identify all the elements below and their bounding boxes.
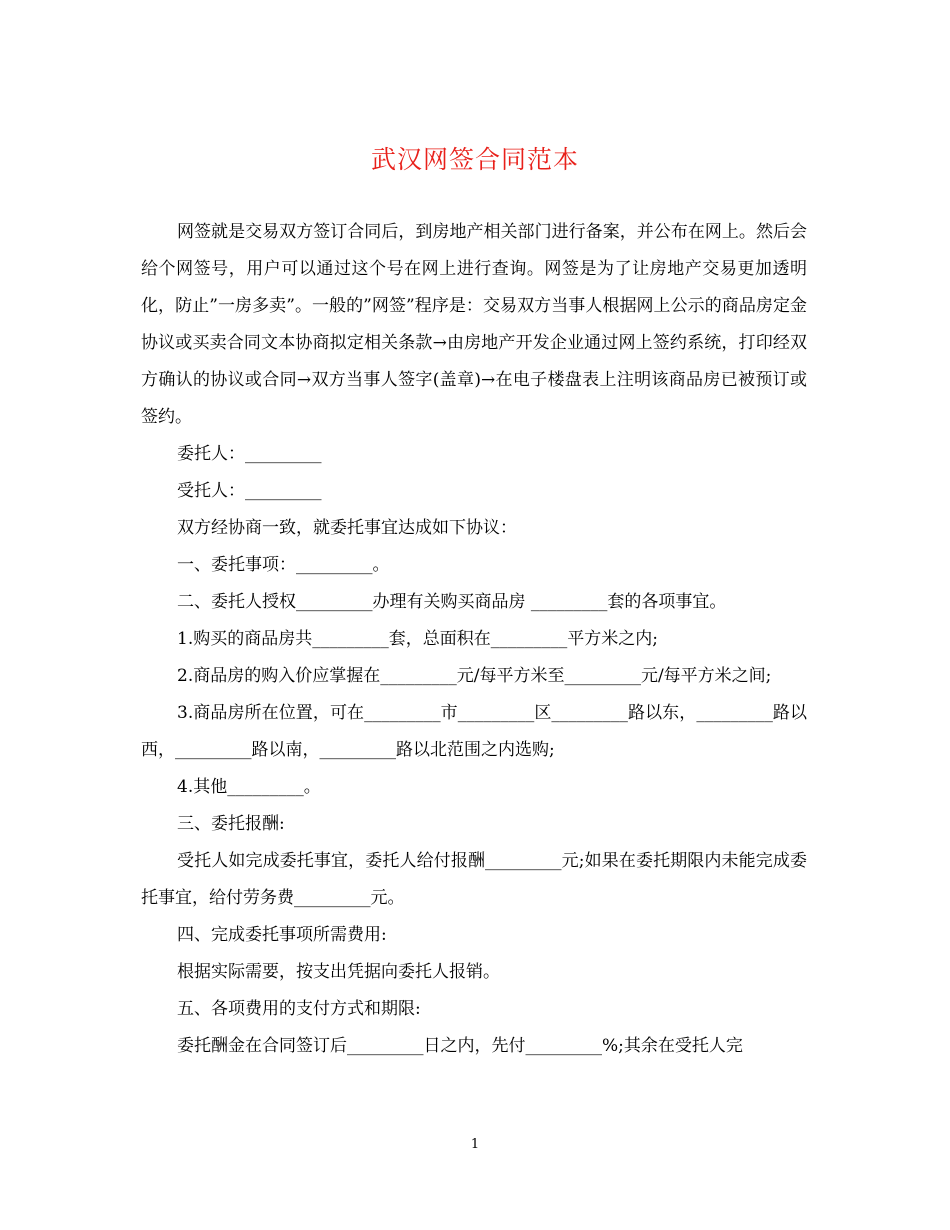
paragraph-item-2: 2.商品房的购入价应掌握在_________元/每平方米至_________元/每平方米之间; — [177, 666, 772, 686]
paragraph-agreement: 双方经协商一致，就委托事宜达成如下协议： — [177, 518, 517, 538]
paragraph-intro: 网签就是交易双方签订合同后，到房地产相关部门进行备案，并公布在网上。然后会给个网签号，用户可以通过这个号在网上进行查询。网签是为了让房地产交易更加透明化，防止”一房多卖”。一般的”网签”程序是：交易双方当事人根据网上公示的商品房定金协议或买卖合同文本协商拟定相关条款→由房地产开发企业通过网上签约系统，打印经双方确认的协议或合同→双方当事人签字(盖章)→在电子楼盘表上注明该商品房已被预订或签约。 — [141, 222, 807, 427]
document-title: 武汉网签合同范本 — [370, 145, 579, 174]
paragraph-item-4: 4.其他_________。 — [177, 777, 321, 797]
paragraph-item-3: 3.商品房所在位置，可在_________市_________区_________路以东，_________路以西，_________路以南，_________路以北范围之内选购; — [141, 703, 807, 760]
paragraph-section-1: 一、委托事项：_________。 — [177, 555, 390, 575]
paragraph-section-3: 三、委托报酬: — [177, 814, 285, 834]
paragraph-remuneration: 受托人如完成委托事宜，委托人给付报酬_________元;如果在委托期限内未能完成委托事宜，给付劳务费_________元。 — [141, 851, 807, 908]
page-number: 1 — [470, 1137, 480, 1152]
paragraph-payment: 委托酬金在合同签订后_________日之内，先付_________%;其余在受托人完 — [177, 1036, 743, 1056]
paragraph-section-2: 二、委托人授权_________办理有关购买商品房 _________套的各项事宜。 — [177, 592, 727, 612]
paragraph-reimbursement: 根据实际需要，按支出凭据向委托人报销。 — [177, 962, 500, 982]
paragraph-agent: 受托人：_________ — [177, 481, 322, 501]
paragraph-section-4: 四、完成委托事项所需费用: — [177, 925, 387, 945]
paragraph-section-5: 五、各项费用的支付方式和期限: — [177, 999, 421, 1019]
paragraph-item-1: 1.购买的商品房共_________套，总面积在_________平方米之内; — [177, 629, 658, 649]
document-body — [141, 214, 807, 1065]
paragraph-principal: 委托人：_________ — [177, 444, 322, 464]
